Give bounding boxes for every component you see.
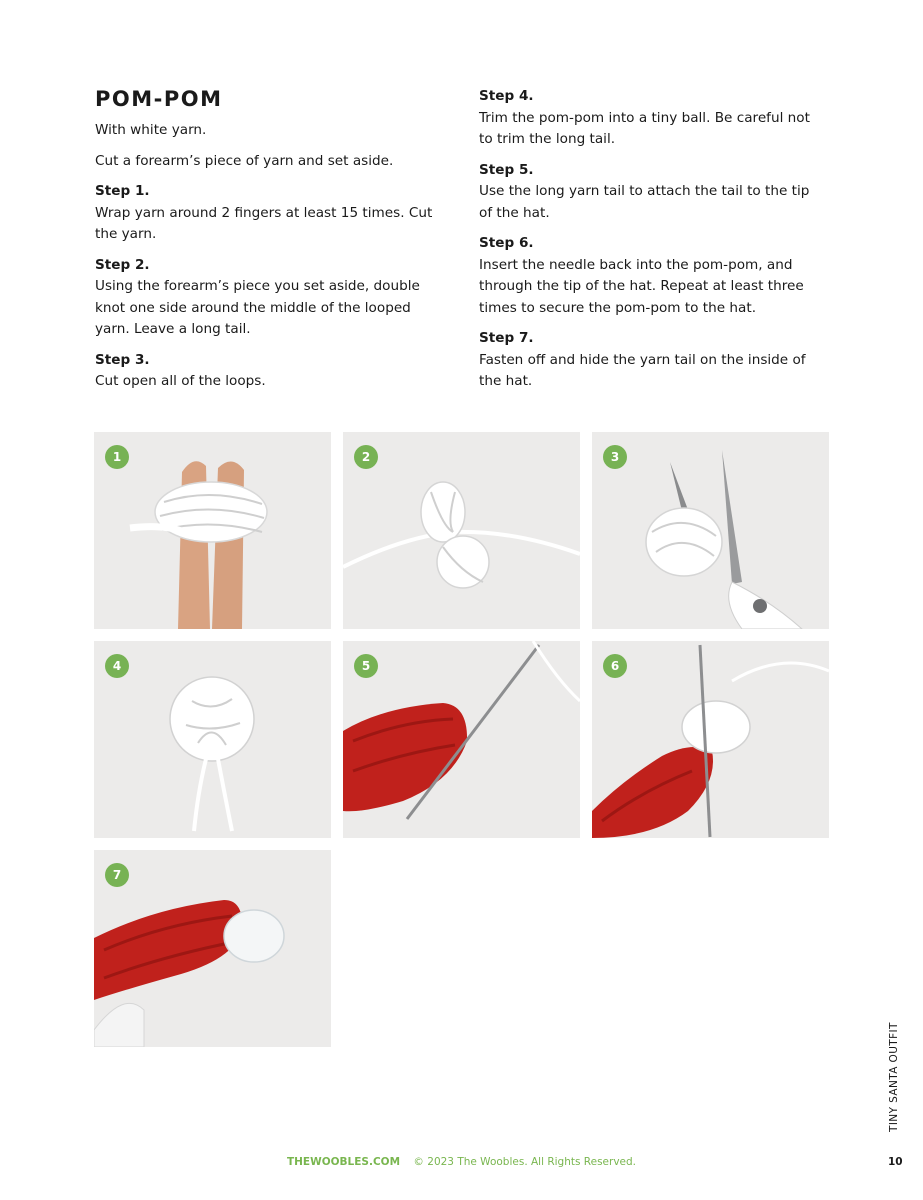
step-number-badge: 1: [105, 445, 129, 469]
step-number-badge: 5: [354, 654, 378, 678]
trimmed-pom-pom-image: [94, 641, 331, 838]
tied-yarn-loops-image: [343, 432, 580, 629]
footer-copyright: © 2023 The Woobles. All Rights Reserved.: [413, 1156, 637, 1168]
footer-site-link[interactable]: THEWOOBLES.COM: [286, 1156, 401, 1168]
needle-through-hat-image: [343, 641, 580, 838]
instructions-right-column: [479, 86, 824, 402]
step-number-badge: 2: [354, 445, 378, 469]
intro-text: With white yarn.: [95, 122, 207, 138]
scissors-cutting-loops-image: [592, 432, 829, 629]
page-footer: [0, 1156, 923, 1168]
step-text: Cut open all of the loops.: [95, 373, 266, 389]
pom-pom-on-hat-image: [592, 641, 829, 838]
step-number-badge: 4: [105, 654, 129, 678]
footer-spacer: [403, 1156, 410, 1168]
step-number-badge: 3: [603, 445, 627, 469]
step-text: Insert the needle back into the pom-pom, and through the tip of the hat. Repeat at least three times to secure the pom-pom to the hat.: [479, 256, 804, 316]
step-text: Using the forearm’s piece you set aside, double knot one side around the middle of the looped yarn. Leave a long tail.: [95, 278, 420, 337]
step-heading: Step 4.: [479, 88, 534, 104]
intro-text: Cut a forearm’s piece of yarn and set aside.: [95, 152, 394, 169]
step-number-badge: 7: [105, 863, 129, 887]
step-photo-2: [343, 432, 580, 629]
step-photo-5: [343, 641, 580, 838]
step-text: Use the long yarn tail to attach the tail to the tip of the hat.: [479, 183, 810, 221]
step-text: Trim the pom-pom into a tiny ball. Be careful not to trim the long tail.: [479, 109, 810, 147]
fingers-wrapped-yarn-image: [94, 432, 331, 629]
step-heading: Step 3.: [95, 351, 150, 368]
step-photo-3: [592, 432, 829, 629]
step-photo-1: [94, 432, 331, 629]
step-heading: Step 6.: [479, 235, 534, 251]
step-photo-6: [592, 641, 829, 838]
step-heading: Step 1.: [95, 183, 150, 199]
step-text: Wrap yarn around 2 fingers at least 15 times. Cut the yarn.: [95, 204, 433, 242]
instructions-left-column: [95, 86, 440, 402]
step-heading: Step 2.: [95, 256, 150, 273]
page-title: POM-POM: [95, 87, 223, 111]
step-text: Fasten off and hide the yarn tail on the inside of the hat.: [479, 351, 806, 389]
step-heading: Step 5.: [479, 161, 534, 178]
page-number: 10: [888, 1156, 903, 1168]
step-number-badge: 6: [603, 654, 627, 678]
step-photo-7: [94, 850, 331, 1047]
section-side-label: TINY SANTA OUTFIT: [888, 1022, 900, 1132]
finished-hat-image: [94, 850, 331, 1047]
step-photo-4: [94, 641, 331, 838]
step-heading: Step 7.: [479, 330, 534, 346]
